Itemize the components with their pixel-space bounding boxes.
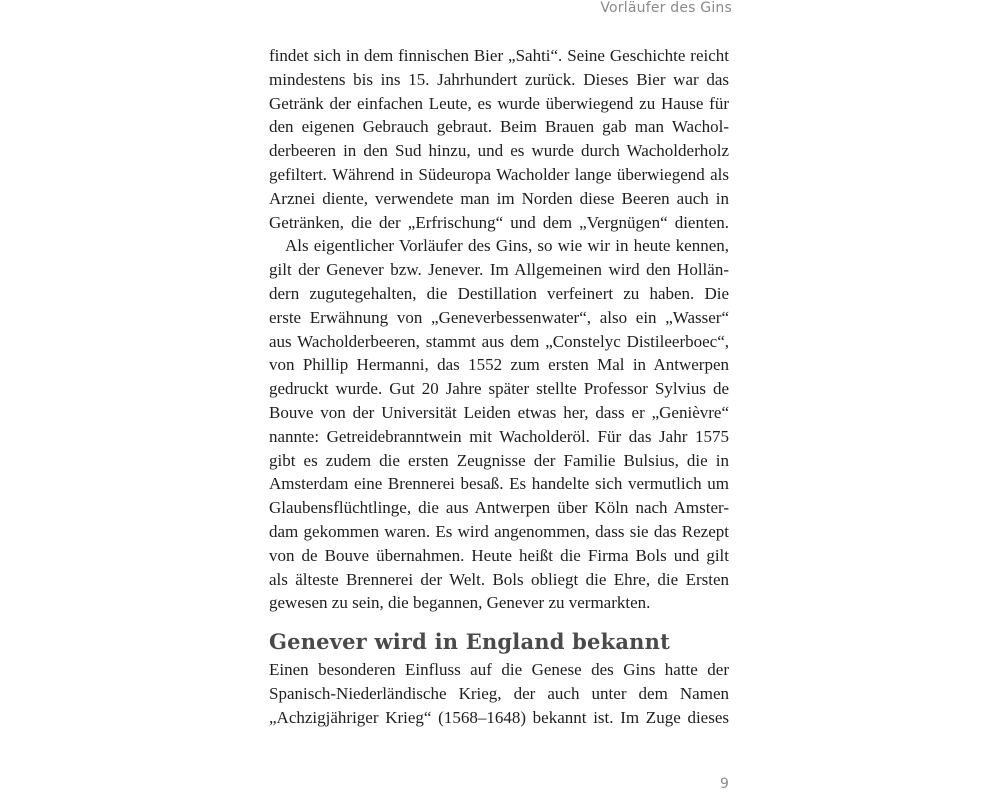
text-line: Arznei diente, verwendete man im Norden diese Beeren auch in (269, 188, 729, 208)
text-line: findet sich in dem finnischen Bier „Sahti“. Seine Geschichte reicht (269, 46, 729, 65)
text-line: gilt der Genever bzw. Jenever. Im Allgemeinen wird den Hollän- (269, 260, 729, 280)
text-line: Amsterdam eine Brennerei besaß. Es handelte sich vermutlich um (269, 474, 729, 494)
page-number: 9 (720, 776, 729, 792)
text-line: Getränk der einfachen Leute, es wurde überwiegend zu Hause für (269, 93, 729, 113)
text-line: gibt es zudem die ersten Zeugnisse der Familie Bulsius, die in (269, 450, 729, 470)
text-line: den eigenen Gebrauch gebraut. Beim Brauen gab man Wachol- (269, 117, 729, 137)
body-text (269, 44, 729, 615)
running-header: Vorläufer des Gins (600, 0, 732, 16)
section-body-text (269, 658, 729, 729)
text-line: nannte: Getreidebranntwein mit Wacholderöl. Für das Jahr 1575 (269, 426, 729, 446)
text-line: gedruckt wurde. Gut 20 Jahre später stellte Professor Sylvius de (269, 379, 729, 399)
text-line: aus Wacholderbeeren, stammt aus dem „Constelyc Distileerboec“, (269, 331, 729, 351)
text-line: dern zugutegehalten, die Destillation verfeinert zu haben. Die (269, 283, 729, 303)
text-line: Als eigentlicher Vorläufer des Gins, so wie wir in heute kennen, (285, 236, 729, 256)
section-heading: Genever wird in England bekannt (269, 629, 670, 654)
text-line: Spanisch-Niederländische Krieg, der auch unter dem Namen (269, 683, 729, 703)
paragraph-1 (269, 44, 729, 234)
text-line: Glaubensflüchtlinge, die aus Antwerpen über Köln nach Amster- (269, 498, 729, 518)
text-line: Einen besonderen Einfluss auf die Genese des Gins hatte der (269, 660, 729, 679)
text-line: erste Erwähnung von „Geneverbessenwater“, also ein „Wasser“ (269, 307, 729, 327)
text-line: „Achzigjähriger Krieg“ (1568–1648) bekannt ist. Im Zuge dieses (269, 707, 729, 727)
text-line: mindestens bis ins 15. Jahrhundert zurück. Dieses Bier war das (269, 69, 729, 89)
text-line: gewesen zu sein, die begannen, Genever zu vermarkten. (269, 593, 651, 613)
text-line: derbeeren in den Sud hinzu, und es wurde durch Wacholderholz (269, 141, 729, 161)
text-line: dam gekommen waren. Es wird angenommen, dass sie das Rezept (269, 521, 729, 541)
text-line: gefiltert. Während in Südeuropa Wacholder lange überwiegend als (269, 164, 729, 184)
text-line: Getränken, die der „Erfrischung“ und dem „Vergnügen“ dienten. (269, 212, 729, 232)
text-line: von de Bouve übernahmen. Heute heißt die Firma Bols und gilt (269, 545, 729, 565)
text-line: Bouve von der Universität Leiden etwas her, dass er „Genièvre“ (269, 402, 729, 422)
text-line: von Phillip Hermanni, das 1552 zum ersten Mal in Antwerpen (269, 355, 729, 375)
text-line: als älteste Brennerei der Welt. Bols obliegt die Ehre, die Ersten (269, 569, 729, 589)
paragraph-2 (269, 234, 729, 615)
